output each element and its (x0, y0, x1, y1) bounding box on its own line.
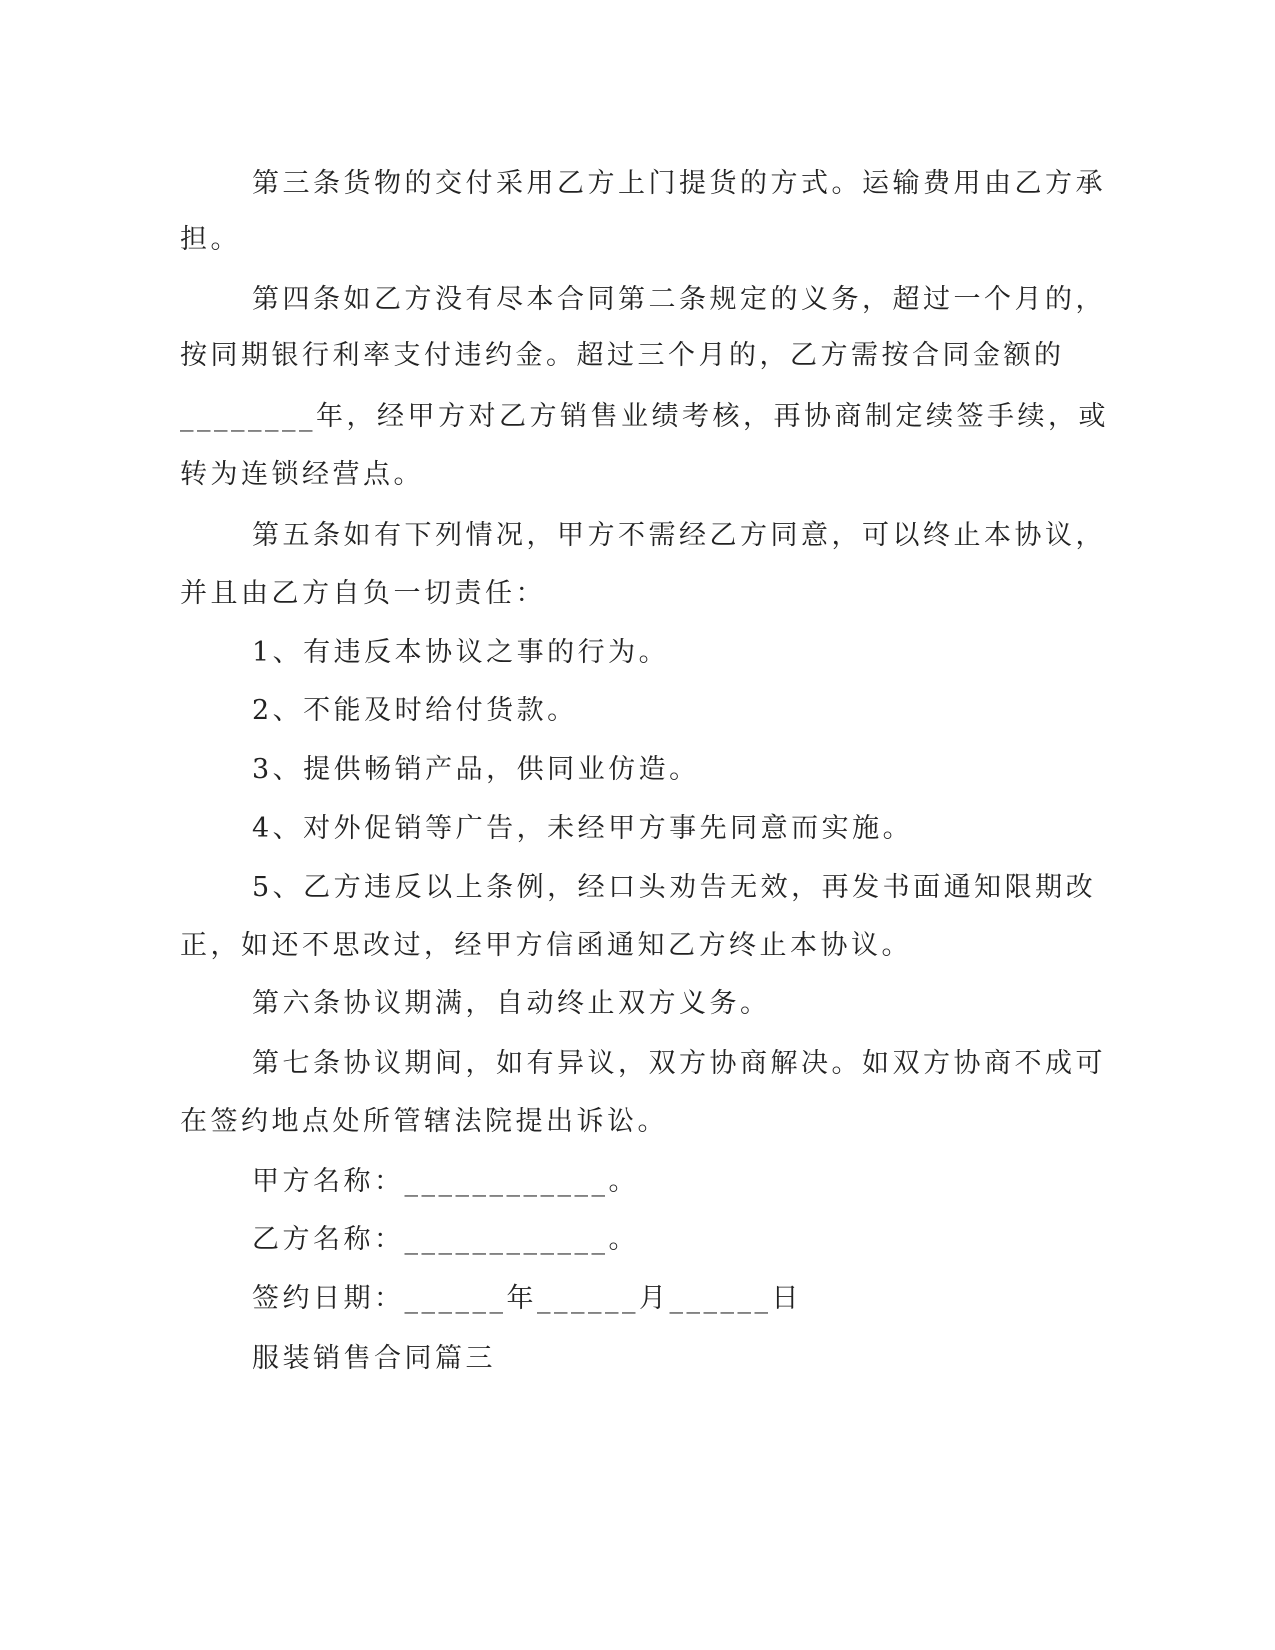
signing-date-line: 签约日期：______年______月______日 (252, 1283, 802, 1314)
article-5-item-1: 1、有违反本协议之事的行为。 (252, 637, 670, 668)
article-5-item-3: 3、提供畅销产品，供同业仿造。 (252, 754, 700, 785)
article-5-item-5-line-1: 5、乙方违反以上条例，经口头劝告无效，再发书面通知限期改 (252, 872, 1097, 903)
article-4-line-1: 第四条如乙方没有尽本合同第二条规定的义务，超过一个月的， (252, 284, 1106, 315)
article-5-item-5-line-2: 正，如还不思改过，经甲方信函通知乙方终止本协议。 (180, 930, 912, 961)
article-7-line-1: 第七条协议期间，如有异议，双方协商解决。如双方协商不成可 (252, 1048, 1106, 1079)
article-4-line-2: 按同期银行利率支付违约金。超过三个月的，乙方需按合同金额的 (180, 340, 1065, 371)
article-5-line-2: 并且由乙方自负一切责任： (180, 578, 546, 609)
article-4-line-3: ________年，经甲方对乙方销售业绩考核，再协商制定续签手续，或 (180, 401, 1109, 432)
party-b-name-line: 乙方名称：____________。 (252, 1224, 639, 1255)
article-6: 第六条协议期满，自动终止双方义务。 (252, 988, 771, 1019)
article-3-line-2: 担。 (180, 224, 241, 255)
article-5-line-1: 第五条如有下列情况，甲方不需经乙方同意，可以终止本协议， (252, 520, 1106, 551)
article-5-item-2: 2、不能及时给付货款。 (252, 695, 578, 726)
article-3-line-1: 第三条货物的交付采用乙方上门提货的方式。运输费用由乙方承 (252, 168, 1106, 199)
next-section-title: 服装销售合同篇三 (252, 1343, 496, 1374)
article-7-line-2: 在签约地点处所管辖法院提出诉讼。 (180, 1106, 668, 1137)
article-5-item-4: 4、对外促销等广告，未经甲方事先同意而实施。 (252, 813, 914, 844)
article-4-line-4: 转为连锁经营点。 (180, 459, 424, 490)
party-a-name-line: 甲方名称：____________。 (252, 1166, 639, 1197)
